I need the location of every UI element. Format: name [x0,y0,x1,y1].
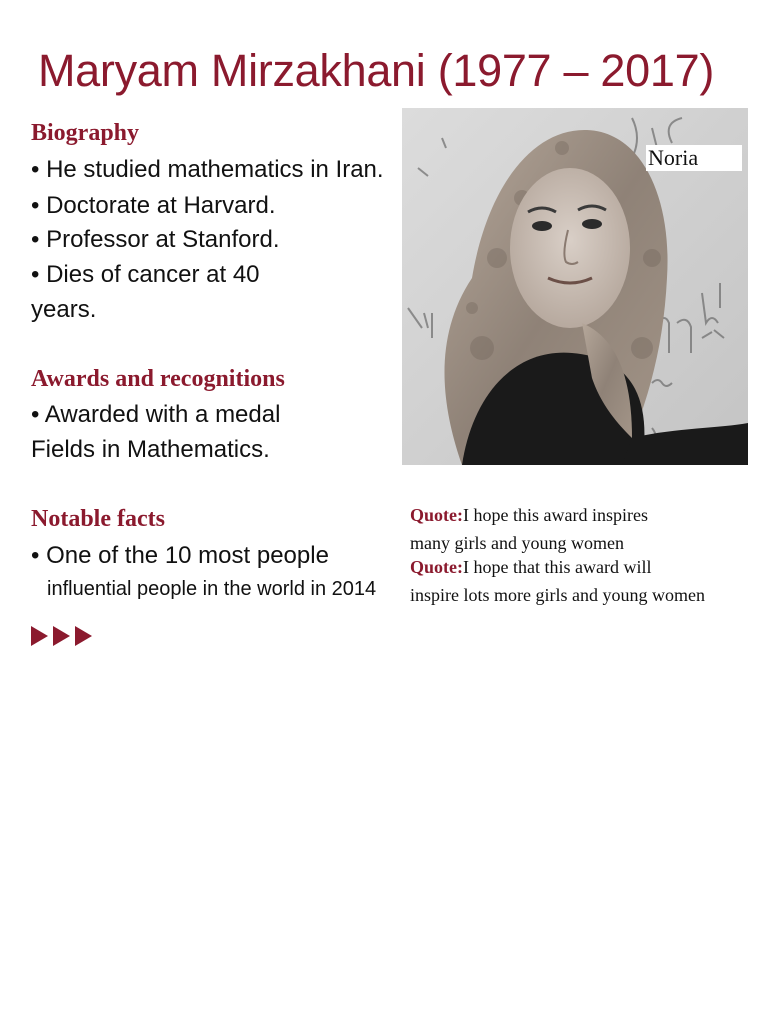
biography-line: • Professor at Stanford. [31,226,280,253]
biography-line: • He studied mathematics in Iran. [31,156,384,183]
facts-line: influential people in the world in 2014 [47,578,377,600]
quote-label: Quote: [410,557,463,577]
biography-line: • Dies of cancer at 40 [31,261,260,288]
quote-text: I hope this award inspires [463,505,648,525]
biography-line: • Doctorate at Harvard. [31,192,276,219]
awards-line: Fields in Mathematics. [31,436,270,463]
quote-line [410,554,651,580]
quote-line: many girls and young women [410,533,624,553]
triple-arrow-right-icon[interactable] [31,624,95,648]
quote-label: Quote: [410,505,463,525]
photo-caption: Noria [646,145,742,171]
biography-heading: Biography [31,120,140,146]
facts-line: • One of the 10 most people [31,542,329,569]
facts-heading: Notable facts [31,506,165,532]
awards-heading: Awards and recognitions [31,366,285,392]
biography-line: years. [31,296,97,323]
quote-line: inspire lots more girls and young women [410,585,705,605]
awards-line: • Awarded with a medal [31,401,281,428]
quote-text: I hope that this award will [463,557,652,577]
quote-line [410,502,648,528]
page-title: Maryam Mirzakhani (1977 – 2017) [38,45,715,96]
